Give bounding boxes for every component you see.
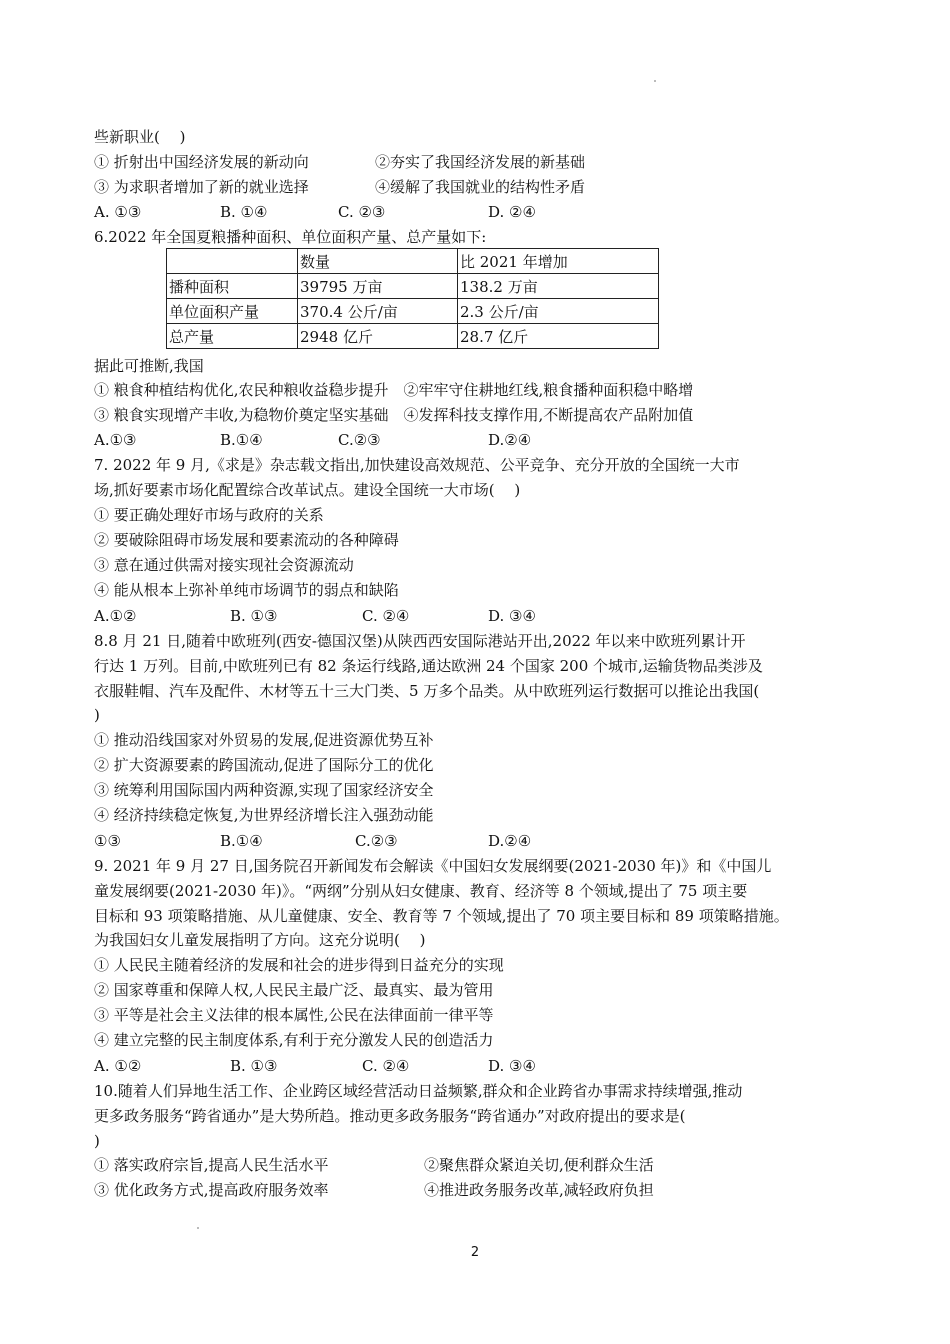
q5-option-2: ②夯实了我国经济发展的新基础 bbox=[375, 153, 586, 171]
q7-option-4: ④ 能从根本上弥补单纯市场调节的弱点和缺陷 bbox=[94, 581, 399, 599]
q10-option-2: ②聚焦群众紧迫关切,便利群众生活 bbox=[424, 1156, 654, 1174]
q5-choice-d: D. ②④ bbox=[488, 203, 536, 221]
table-cell bbox=[167, 249, 298, 274]
q10-option-1: ① 落实政府宗旨,提高人民生活水平 bbox=[94, 1156, 329, 1174]
table-header-row bbox=[167, 249, 659, 274]
q8-stem-line-1: 8.8 月 21 日,随着中欧班列(西安-德国汉堡)从陕西西安国际港站开出,2022 年以来中欧班列累计开 bbox=[94, 632, 746, 650]
q9-option-4: ④ 建立完整的民主制度体系,有利于充分激发人民的创造活力 bbox=[94, 1031, 494, 1049]
q10-stem-line-2: 更多政务服务“跨省通办”是大势所趋。推动更多政务服务“跨省通办”对政府提出的要求是( bbox=[94, 1107, 686, 1125]
q7-option-1: ① 要正确处理好市场与政府的关系 bbox=[94, 506, 324, 524]
q8-choice-c: C.②③ bbox=[355, 832, 398, 850]
q5-choice-b: B. ①④ bbox=[220, 203, 268, 221]
q8-option-1: ① 推动沿线国家对外贸易的发展,促进资源优势互补 bbox=[94, 731, 434, 749]
q8-choice-a: ①③ bbox=[94, 832, 121, 850]
table-row bbox=[167, 324, 659, 349]
q7-choice-c: C. ②④ bbox=[362, 607, 410, 625]
q7-option-3: ③ 意在通过供需对接实现社会资源流动 bbox=[94, 556, 354, 574]
table-cell: 28.7 亿斤 bbox=[458, 324, 659, 349]
q10-option-4: ④推进政务服务改革,减轻政府负担 bbox=[424, 1181, 654, 1199]
table-cell: 播种面积 bbox=[167, 274, 298, 299]
q9-choice-b: B. ①③ bbox=[230, 1057, 278, 1075]
table-cell: 39795 万亩 bbox=[298, 274, 458, 299]
q7-stem-line-1: 7. 2022 年 9 月,《求是》杂志载文指出,加快建设高效规范、公平竞争、充分开放的全国统一大市 bbox=[94, 456, 740, 474]
q9-stem-line-3: 目标和 93 项策略措施、从儿童健康、安全、教育等 7 个领域,提出了 70 项主要目标和 89 项策略措施。 bbox=[94, 907, 789, 925]
q7-choice-b: B. ①③ bbox=[230, 607, 278, 625]
table-cell: 2.3 公斤/亩 bbox=[458, 299, 659, 324]
q9-stem-line-4: 为我国妇女儿童发展指明了方向。这充分说明( ) bbox=[94, 931, 426, 949]
q5-choice-a: A. ①③ bbox=[94, 203, 142, 221]
q6-stem: 6.2022 年全国夏粮播种面积、单位面积产量、总产量如下: bbox=[94, 228, 487, 246]
q9-option-2: ② 国家尊重和保障人权,人民民主最广泛、最真实、最为管用 bbox=[94, 981, 494, 999]
table-cell: 数量 bbox=[298, 249, 458, 274]
q8-option-2: ② 扩大资源要素的跨国流动,促进了国际分工的优化 bbox=[94, 756, 434, 774]
q6-choice-a: A.①③ bbox=[94, 431, 137, 449]
q6-choice-d: D.②④ bbox=[488, 431, 532, 449]
table-cell: 总产量 bbox=[167, 324, 298, 349]
table-cell: 比 2021 年增加 bbox=[458, 249, 659, 274]
q7-option-2: ② 要破除阻碍市场发展和要素流动的各种障碍 bbox=[94, 531, 399, 549]
q5-option-4: ④缓解了我国就业的结构性矛盾 bbox=[375, 178, 586, 196]
q7-stem-line-2: 场,抓好要素市场化配置综合改革试点。建设全国统一大市场( ) bbox=[94, 481, 521, 499]
table-row bbox=[167, 299, 659, 324]
q9-option-1: ① 人民民主随着经济的发展和社会的进步得到日益充分的实现 bbox=[94, 956, 504, 974]
q5-stem-tail: 些新职业( ) bbox=[94, 128, 186, 146]
q9-option-3: ③ 平等是社会主义法律的根本属性,公民在法律面前一律平等 bbox=[94, 1006, 494, 1024]
q5-choice-c: C. ②③ bbox=[338, 203, 386, 221]
q8-option-4: ④ 经济持续稳定恢复,为世界经济增长注入强劲动能 bbox=[94, 806, 434, 824]
q6-lead: 据此可推断,我国 bbox=[94, 357, 204, 375]
q9-choice-a: A. ①② bbox=[94, 1057, 142, 1075]
q9-choice-c: C. ②④ bbox=[362, 1057, 410, 1075]
q9-choice-d: D. ③④ bbox=[488, 1057, 536, 1075]
q8-option-3: ③ 统筹利用国际国内两种资源,实现了国家经济安全 bbox=[94, 781, 434, 799]
q5-option-1: ① 折射出中国经济发展的新动向 bbox=[94, 153, 309, 171]
q7-choice-d: D. ③④ bbox=[488, 607, 536, 625]
q10-stem-line-1: 10.随着人们异地生活工作、企业跨区域经营活动日益频繁,群众和企业跨省办事需求持续增强,推动 bbox=[94, 1082, 743, 1100]
table-cell: 2948 亿斤 bbox=[298, 324, 458, 349]
page-number: 2 bbox=[470, 1245, 480, 1260]
scan-speck bbox=[654, 80, 656, 82]
q8-choice-b: B.①④ bbox=[220, 832, 263, 850]
q10-option-3: ③ 优化政务方式,提高政府服务效率 bbox=[94, 1181, 329, 1199]
scan-speck bbox=[197, 1227, 199, 1229]
table-row bbox=[167, 274, 659, 299]
q7-choice-a: A.①② bbox=[94, 607, 137, 625]
q6-data-table bbox=[166, 248, 659, 349]
table-cell: 单位面积产量 bbox=[167, 299, 298, 324]
q8-choice-d: D.②④ bbox=[488, 832, 532, 850]
q9-stem-line-2: 童发展纲要(2021-2030 年)》。“两纲”分别从妇女健康、教育、经济等 8 个领域,提出了 75 项主要 bbox=[94, 882, 748, 900]
table-cell: 138.2 万亩 bbox=[458, 274, 659, 299]
q6-choice-c: C.②③ bbox=[338, 431, 381, 449]
q5-option-3: ③ 为求职者增加了新的就业选择 bbox=[94, 178, 309, 196]
q10-stem-line-3: ) bbox=[94, 1132, 100, 1150]
q8-stem-line-3: 衣服鞋帽、汽车及配件、木材等五十三大门类、5 万多个品类。从中欧班列运行数据可以推论出我国( bbox=[94, 682, 760, 700]
q6-option-row-2: ③ 粮食实现增产丰收,为稳物价奠定坚实基础 ④发挥科技支撑作用,不断提高农产品附加值 bbox=[94, 406, 694, 424]
q8-stem-line-4: ) bbox=[94, 706, 100, 724]
table-cell: 370.4 公斤/亩 bbox=[298, 299, 458, 324]
q9-stem-line-1: 9. 2021 年 9 月 27 日,国务院召开新闻发布会解读《中国妇女发展纲要(2021-2030 年)》和《中国儿 bbox=[94, 857, 772, 875]
q6-option-row-1: ① 粮食种植结构优化,农民种粮收益稳步提升 ②牢牢守住耕地红线,粮食播种面积稳中略增 bbox=[94, 381, 694, 399]
q6-choice-b: B.①④ bbox=[220, 431, 263, 449]
q8-stem-line-2: 行达 1 万列。目前,中欧班列已有 82 条运行线路,通达欧洲 24 个国家 200 个城市,运输货物品类涉及 bbox=[94, 657, 763, 675]
